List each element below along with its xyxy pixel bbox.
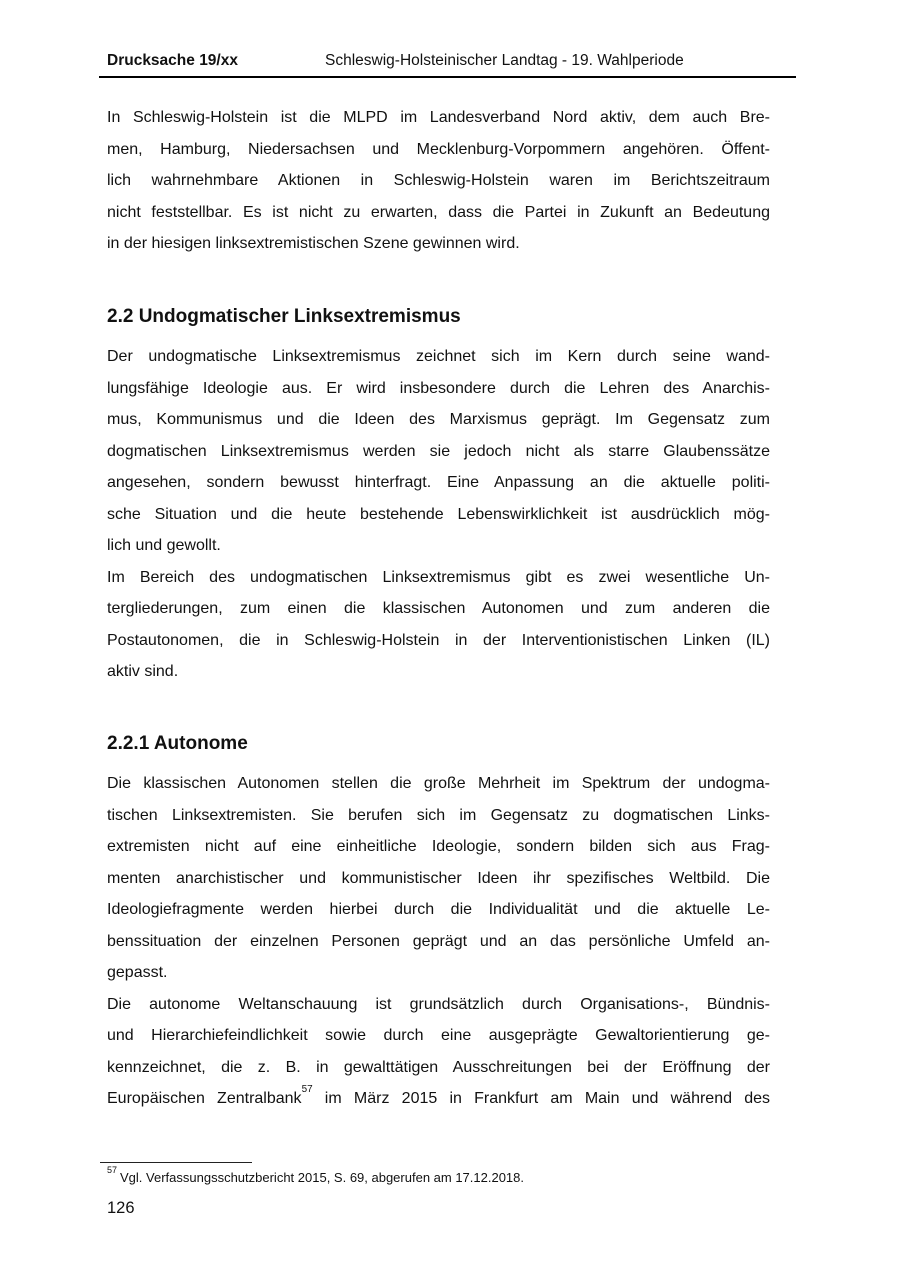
footnote-text: Vgl. Verfassungsschutzbericht 2015, S. 69, abgerufen am 17.12.2018. <box>120 1170 525 1185</box>
text-line: lungsfähige Ideologie aus. Er wird insbesondere durch die Lehren des Anarchis- <box>107 379 770 397</box>
text-line: In Schleswig-Holstein ist die MLPD im Landesverband Nord aktiv, dem auch Bre- <box>107 109 770 126</box>
text-line: Die autonome Weltanschauung ist grundsätzlich durch Organisations-, Bündnis- <box>107 995 770 1013</box>
text-line: aktiv sind. <box>107 663 179 680</box>
text-line: men, Hamburg, Niedersachsen und Mecklenburg-Vorpommern angehören. Öffent- <box>107 140 770 158</box>
text-line: dogmatischen Linksextremismus werden sie jedoch nicht als starre Glaubenssätze <box>107 442 770 460</box>
text-line: mus, Kommunismus und die Ideen des Marxismus geprägt. Im Gegensatz zum <box>107 411 770 428</box>
text-line: tischen Linksextremisten. Sie berufen sich im Gegensatz zu dogmatischen Links- <box>107 806 770 824</box>
document-body <box>107 0 770 1115</box>
doc-reference: Drucksache 19/xx <box>107 52 238 69</box>
text-line: lich wahrnehmbare Aktionen in Schleswig-Holstein waren im Berichtszeitraum <box>107 172 770 189</box>
paragraph-autonome-weltanschauung <box>107 989 770 1115</box>
paragraph-untergliederungen <box>107 562 770 688</box>
text-line: und Hierarchiefeindlichkeit sowie durch eine ausgeprägte Gewaltorientierung ge- <box>107 1027 770 1044</box>
text-line: menten anarchistischer und kommunistischer Ideen ihr spezifisches Weltbild. Die <box>107 869 770 887</box>
header-title: Schleswig-Holsteinischer Landtag - 19. Wahlperiode <box>325 52 684 69</box>
footnote-marker: 57 <box>107 1164 118 1175</box>
paragraph-autonome-weltbild <box>107 768 770 989</box>
text-line: Europäischen Zentralbank$^{57}$ im März 2015 in Frankfurt am Main und während des <box>107 1084 771 1107</box>
section-heading-2-2-1: 2.2.1 Autonome <box>107 732 248 754</box>
paragraph-undogmatischer-linksextremismus <box>107 341 770 562</box>
text-line: benssituation der einzelnen Personen geprägt und an das persönliche Umfeld an- <box>107 932 770 950</box>
text-line: gepasst. <box>107 964 168 981</box>
text-line: Postautonomen, die in Schleswig-Holstein in der Interventionistischen Linken (IL) <box>107 631 770 649</box>
text-line: nicht feststellbar. Es ist nicht zu erwarten, dass die Partei in Zukunft an Bedeutung <box>107 203 770 221</box>
footnote <box>107 1164 707 1187</box>
footnote-reference: 57 <box>301 1084 313 1096</box>
text-line: Die klassischen Autonomen stellen die große Mehrheit im Spektrum der undogma- <box>107 775 770 792</box>
text-line: extremisten nicht auf eine einheitliche Ideologie, sondern bilden sich aus Frag- <box>107 838 770 855</box>
text-line: angesehen, sondern bewusst hinterfragt. Eine Anpassung an die aktuelle politi- <box>107 474 770 491</box>
text-line: Im Bereich des undogmatischen Linksextremismus gibt es zwei wesentliche Un- <box>107 568 770 586</box>
text-line: tergliederungen, zum einen die klassischen Autonomen und zum anderen die <box>107 600 770 617</box>
page-number: 126 <box>107 1199 135 1217</box>
text-line: Der undogmatische Linksextremismus zeichnet sich im Kern durch seine wand- <box>107 348 770 365</box>
footnote-separator <box>100 1162 252 1163</box>
paragraph-mlpd <box>107 102 770 260</box>
text-line: Ideologiefragmente werden hierbei durch die Individualität und die aktuelle Le- <box>107 901 770 918</box>
text-line: lich und gewollt. <box>107 537 221 554</box>
section-heading-2-2: 2.2 Undogmatischer Linksextremismus <box>107 305 461 327</box>
text-line: kennzeichnet, die z. B. in gewalttätigen Ausschreitungen bei der Eröffnung der <box>107 1058 770 1076</box>
text-line: in der hiesigen linksextremistischen Szene gewinnen wird. <box>107 235 520 252</box>
text-line: sche Situation und die heute bestehende Lebenswirklichkeit ist ausdrücklich mög- <box>107 505 770 523</box>
